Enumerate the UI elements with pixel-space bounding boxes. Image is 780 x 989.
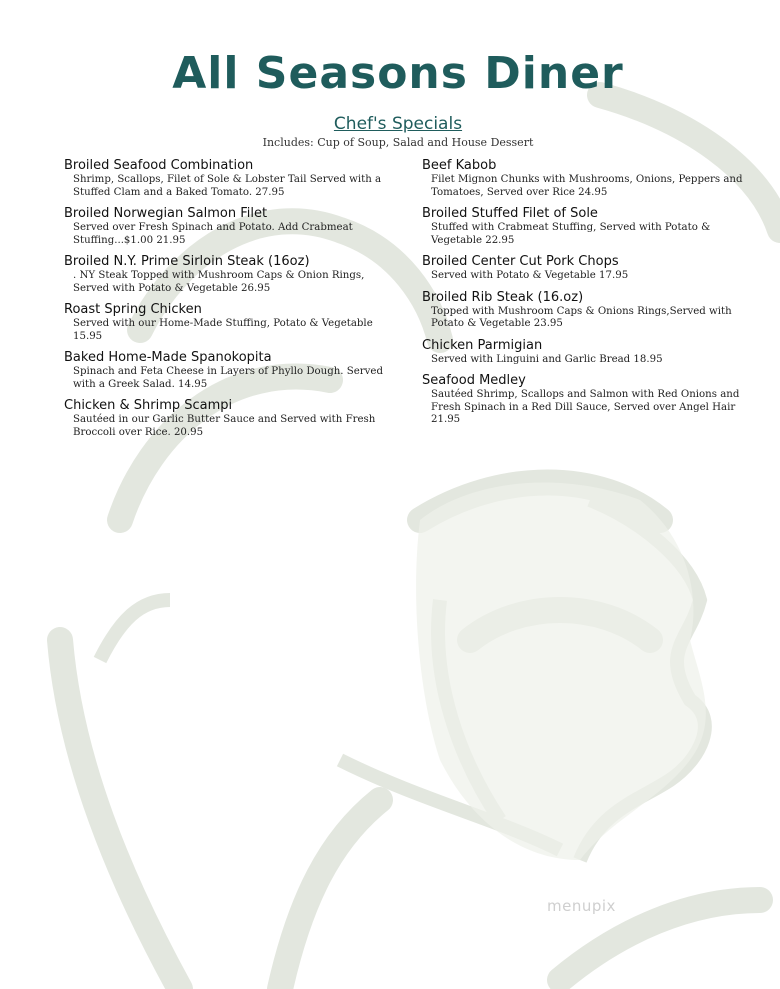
menu-item-name: Broiled N.Y. Prime Sirloin Steak (16oz) (64, 254, 310, 269)
menu-item-name: Chicken & Shrimp Scampi (64, 398, 233, 413)
menu-item (64, 397, 399, 439)
menu-item (64, 301, 399, 343)
menu-item (64, 157, 399, 199)
menu-item-description: Spinach and Feta Cheese in Layers of Phyllo Dough. Served with a Greek Salad. 14.95 (73, 366, 383, 390)
menu-item (64, 253, 399, 295)
menu-item-description: Served with Potato & Vegetable 17.95 (431, 270, 629, 281)
menu-item-description: Served with our Home-Made Stuffing, Potato & Vegetable 15.95 (73, 318, 373, 342)
menu-item-description: Topped with Mushroom Caps & Onions Rings,Served with Potato & Vegetable 23.95 (431, 305, 732, 329)
menu-item-name: Broiled Rib Steak (16.oz) (422, 289, 584, 305)
menu-item (422, 157, 752, 199)
menu-item-description: Served with Linguini and Garlic Bread 18.95 (431, 353, 663, 365)
menu-item-description: Filet Mignon Chunks with Mushrooms, Onions, Peppers and Tomatoes, Served over Rice 24.95 (431, 174, 743, 198)
menupix-watermark: menupix (547, 897, 616, 915)
menu-item (422, 205, 752, 247)
menu-item-description: Stuffed with Crabmeat Stuffing, Served with Potato & Vegetable 22.95 (431, 222, 711, 246)
menu-item-name: Broiled Norwegian Salmon Filet (64, 206, 268, 221)
menu-item (422, 289, 752, 331)
menu-item (422, 372, 752, 427)
menu-item (422, 253, 752, 283)
menu-item-description: Served over Fresh Spinach and Potato. Add Crabmeat Stuffing...$1.00 21.95 (73, 222, 353, 246)
includes-note: Includes: Cup of Soup, Salad and House Dessert (262, 136, 534, 149)
menu-item-description: Sautéed in our Garlic Butter Sauce and Served with Fresh Broccoli over Rice. 20.95 (73, 414, 376, 438)
menu-item-description: Shrimp, Scallops, Filet of Sole & Lobster Tail Served with a Stuffed Clam and a Baked Tomato. 27.95 (73, 174, 382, 198)
menu-item (422, 337, 752, 367)
menu-item-description: . NY Steak Topped with Mushroom Caps & Onion Rings, Served with Potato & Vegetable 26.95 (73, 270, 365, 294)
section-title: Chef's Specials (333, 114, 463, 134)
menu-item-name: Baked Home-Made Spanokopita (64, 350, 272, 365)
menu-item-description: Sautéed Shrimp, Scallops and Salmon with Red Onions and Fresh Spinach in a Red Dill Sauce, Served over Angel Hair 21.95 (431, 389, 740, 425)
menu-column-right (422, 157, 752, 433)
menu-item-name: Beef Kabob (422, 158, 497, 173)
menu-item-name: Chicken Parmigian (422, 337, 543, 353)
menu-item-name: Seafood Medley (422, 373, 526, 388)
menu-item-name: Broiled Stuffed Filet of Sole (422, 206, 598, 221)
restaurant-title: All Seasons Diner (172, 48, 624, 99)
menu-item (64, 349, 399, 391)
menu-item-name: Broiled Center Cut Pork Chops (422, 254, 619, 269)
menu-item-name: Broiled Seafood Combination (64, 158, 254, 173)
menu-item-name: Roast Spring Chicken (64, 302, 202, 317)
menu-column-left (64, 157, 399, 445)
menu-item (64, 205, 399, 247)
